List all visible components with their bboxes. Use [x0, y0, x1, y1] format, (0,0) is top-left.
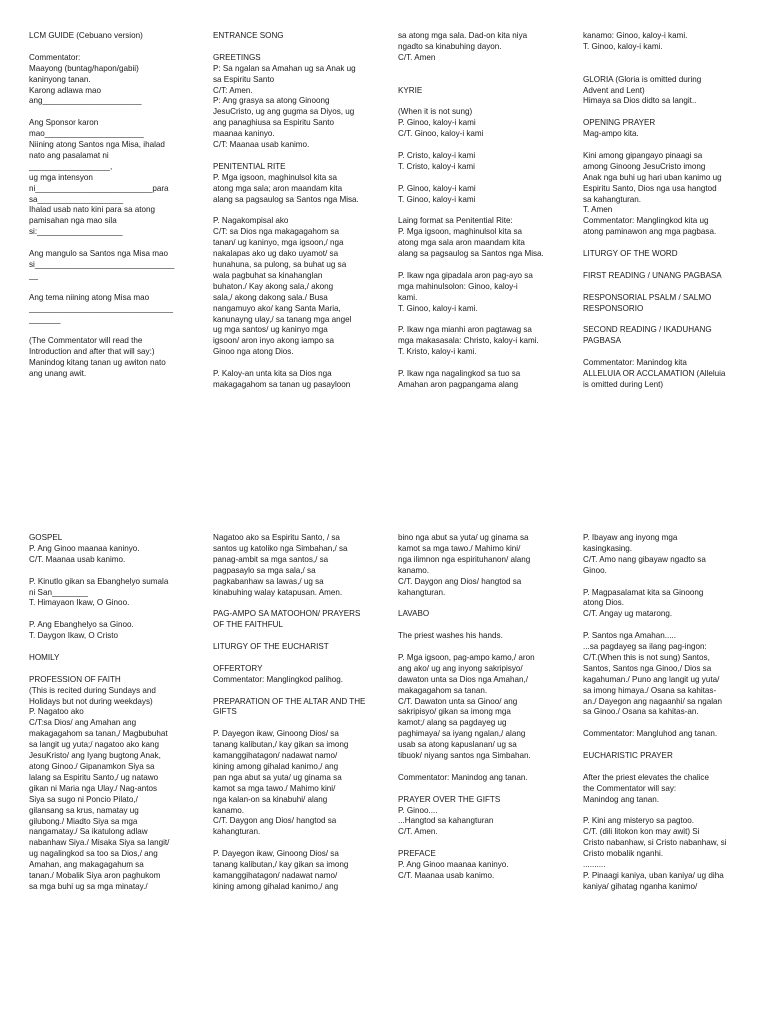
text-line: Commentator:: [29, 52, 81, 62]
text-line: EUCHARISTIC PRAYER: [583, 751, 673, 761]
text-line: P: Ang grasya sa atong Ginoong: [213, 96, 330, 106]
text-column-7: [398, 533, 568, 882]
text-line: __________________,: [29, 161, 113, 171]
text-line: P. Ikaw nga nagalingkod sa tuo sa: [398, 368, 521, 378]
text-line: [583, 282, 753, 293]
text-line: [583, 718, 753, 729]
text-line: [398, 838, 568, 849]
text-line: P. Ginoo....: [398, 805, 438, 815]
text-line: gikan ni Maria nga Ulay./ Nag-antos: [29, 783, 158, 793]
text-line: atong mga sala; aron maandam kita: [213, 183, 343, 193]
text-line: [398, 762, 568, 773]
text-line: alang sa pagsaulog sa Santos nga Misa.: [213, 194, 359, 204]
text-line: [398, 205, 568, 216]
text-line: Manindog kitang tanan ug awiton nato: [29, 358, 166, 368]
text-line: C/T. Daygon ang Dios/ hangtod sa: [398, 576, 522, 586]
text-line: Ang tema niining atong Misa mao: [29, 292, 150, 302]
text-line: nangamatay./ Sa ikatulong adlaw: [29, 827, 148, 837]
text-line: ENTRANCE SONG: [213, 31, 284, 40]
text-line: PAG-AMPO SA MATOOHON/ PRAYERS: [213, 609, 361, 619]
text-column-1: [29, 31, 199, 380]
text-line: P. Dayegon ikaw, Ginoong Dios/ sa: [213, 849, 339, 859]
text-line: [583, 107, 753, 118]
text-line: kamot;/ alang sa pagdayeg ug: [398, 718, 507, 728]
text-line: kamot sa mga tawo./ Mahimo kini/: [213, 783, 336, 793]
text-column-3: [398, 31, 568, 391]
text-line: P. Kaloy-an unta kita sa Dios nga: [213, 369, 332, 379]
text-line: buhaton./ Kay akong sala,/ akong: [213, 281, 334, 291]
text-line: PRAYER OVER THE GIFTS: [398, 794, 501, 804]
text-line: Amahan, ang makagagahum sa: [29, 860, 144, 870]
text-line: ug mga intensyon: [29, 172, 93, 182]
text-line: P. Cristo, kaloy-i kami: [398, 150, 476, 160]
text-line: [213, 653, 383, 664]
text-line: (This is recited during Sundays and: [29, 685, 156, 695]
text-line: [583, 577, 753, 588]
text-line: [583, 314, 753, 325]
text-line: Ang Sponsor karon: [29, 118, 99, 128]
text-line: ang ako/ ug ang inyong sakripisyo/: [398, 663, 523, 673]
text-line: sa imong himaya./ Osana sa kahitas-: [583, 685, 717, 695]
text-line: The priest washes his hands.: [398, 631, 503, 641]
text-line: P. Pinaagi kaniya, uban kaniya/ ug diha: [583, 871, 724, 880]
text-line: P: Sa ngalan sa Amahan ug sa Anak ug: [213, 63, 356, 73]
text-line: tanang kalibutan,/ kay gikan sa imong: [213, 740, 349, 750]
text-line: RESPONSORIAL PSALM / SALMO: [583, 292, 712, 302]
text-line: [29, 42, 199, 53]
text-line: C/T. Dawaton unta sa Ginoo/ ang: [398, 696, 518, 706]
text-line: atong mga sala aron maandam kita: [398, 238, 525, 248]
text-line: C/T: Maanaa usab kanimo.: [213, 140, 310, 150]
text-line: T. Ginoo, kaloy-i kami.: [398, 303, 478, 313]
text-line: [29, 238, 199, 249]
text-line: lalang sa Espiritu Santo,/ ug natawo: [29, 772, 159, 782]
text-line: kinabuhing walay katapusan. Amen.: [213, 587, 343, 597]
text-line: kanamo.: [213, 805, 245, 815]
text-line: [213, 358, 383, 369]
text-line: [29, 664, 199, 675]
text-line: Commentator: Mangluhod ang tanan.: [583, 729, 718, 739]
text-line: Ihalad usab nato kini para sa atong: [29, 205, 155, 215]
text-line: PROFESSION OF FAITH: [29, 674, 121, 684]
text-line: nangamuyo ako/ kang Santa Maria,: [213, 303, 341, 313]
text-line: Cristo mobalik nganhi.: [583, 849, 664, 859]
text-line: [583, 806, 753, 817]
text-line: ni__________________________para: [29, 183, 169, 193]
text-line: tibuok/ niyang santos nga Simbahan.: [398, 751, 531, 761]
text-line: Manindog ang tanan.: [583, 794, 660, 804]
text-line: P. Ginoo, kaloy-i kami: [398, 118, 476, 128]
text-line: Advent and Lent): [583, 85, 645, 95]
text-line: makagagahom sa tanan.: [398, 685, 488, 695]
text-line: kining among gihalad kanimo,/ ang: [213, 881, 339, 891]
text-line: kaninyong tanan.: [29, 74, 91, 84]
text-line: nakalapas ako ug dako uyamot/ sa: [213, 249, 339, 259]
text-line: [29, 107, 199, 118]
text-line: sa___________________: [29, 194, 124, 204]
text-line: kahangturan.: [213, 827, 261, 837]
text-line: ________________________________: [29, 303, 174, 313]
text-line: Santos, Santos nga Ginoo,/ Dios sa: [583, 663, 712, 673]
text-line: [398, 598, 568, 609]
text-line: [213, 838, 383, 849]
text-line: C/T. Angay ug matarong.: [583, 609, 673, 619]
text-line: P. Kinutlo gikan sa Ebanghelyo sumala: [29, 576, 169, 586]
text-line: KYRIE: [398, 85, 423, 95]
text-line: kamot sa mga tawo./ Mahimo kini/: [398, 543, 521, 553]
text-line: ug mga santos/ ug kaninyo mga: [213, 325, 328, 335]
text-line: the Commentator will say:: [583, 783, 677, 793]
text-line: bino nga abut sa yuta/ ug ginama sa: [398, 533, 529, 542]
text-line: P. Nagatoo ako: [29, 707, 84, 717]
text-line: kanunayng ulay,/ sa tanang mga angel: [213, 314, 352, 324]
text-line: si_______________________________: [29, 259, 175, 269]
text-line: sala,/ akong dakong sala./ Busa: [213, 292, 328, 302]
text-line: JesuCristo, ug ang gugma sa Diyos, ug: [213, 107, 355, 117]
text-line: Siya sa sugo ni Poncio Pilato,/: [29, 794, 138, 804]
text-line: [398, 314, 568, 325]
text-line: ni San________: [29, 587, 88, 597]
text-line: dawaton unta sa Dios nga Amahan,/: [398, 674, 529, 684]
text-line: [583, 238, 753, 249]
text-line: C/T. (dili litokon kon may awit) Si: [583, 827, 700, 837]
text-line: Introduction and after that will say:): [29, 347, 155, 357]
text-line: atong paminawon ang mga pagbasa.: [583, 227, 717, 237]
text-line: Himaya sa Dios didto sa langit..: [583, 96, 697, 106]
text-line: [398, 64, 568, 75]
text-line: pagpasaylo sa mga sala,/ sa: [213, 565, 316, 575]
text-line: pan nga abut sa yuta/ ug ginama sa: [213, 772, 342, 782]
text-line: LCM GUIDE (Cebuano version): [29, 31, 143, 40]
text-line: ...sa pagdayeg sa ilang pag-ingon:: [583, 642, 707, 652]
text-line: [583, 347, 753, 358]
text-line: [213, 151, 383, 162]
text-line: [583, 260, 753, 271]
text-line: [213, 598, 383, 609]
text-line: P. Mga igsoon, maghinulsol kita sa: [398, 227, 523, 237]
text-line: C/T. Daygon ang Dios/ hangtod sa: [213, 816, 337, 826]
text-line: T. Ginoo, kaloy-i kami.: [583, 41, 663, 51]
text-line: tanan/ ug kaninyo, mga igsoon,/ nga: [213, 238, 344, 248]
text-line: [398, 173, 568, 184]
text-line: mga mahinulsolon: Ginoo, kaloy-i: [398, 281, 518, 291]
text-line: C/T. Maanaa usab kanimo.: [29, 554, 126, 564]
text-line: tanan./ Mobalik Siya aron paghukom: [29, 871, 161, 881]
text-line: HOMILY: [29, 652, 60, 662]
text-line: PENITENTIAL RITE: [213, 161, 286, 171]
text-line: P. Ang Ginoo maanaa kaninyo.: [398, 860, 509, 870]
text-line: P. Mga igsoon, maghinulsol kita sa: [213, 172, 338, 182]
text-line: [213, 686, 383, 697]
text-column-4: [583, 31, 753, 391]
text-line: atong Ginoo./ Gipanamkon Siya sa: [29, 761, 155, 771]
text-line: Ginoo.: [583, 565, 607, 575]
text-line: [213, 205, 383, 216]
text-line: [398, 140, 568, 151]
text-line: [29, 325, 199, 336]
text-line: [398, 784, 568, 795]
text-line: [583, 620, 753, 631]
text-line: LAVABO: [398, 609, 430, 619]
text-line: wala pagbuhat sa kinahanglan: [213, 270, 323, 280]
text-line: Commentator: Manglingkod kita ug: [583, 216, 709, 226]
text-line: pamisahan nga mao sila: [29, 216, 117, 226]
text-line: __: [29, 270, 39, 280]
text-line: T. Himayaon Ikaw, O Ginoo.: [29, 598, 130, 608]
text-line: [583, 740, 753, 751]
text-line: P. Ikaw nga mianhi aron pagtawag sa: [398, 325, 532, 335]
text-line: santos ug katoliko nga Simbahan,/ sa: [213, 543, 348, 553]
text-line: usab sa atong kapuslanan/ ug sa: [398, 740, 517, 750]
text-line: Nagatoo ako sa Espiritu Santo, / sa: [213, 533, 340, 542]
text-line: C/T.(When this is not sung) Santos,: [583, 652, 710, 662]
text-line: Holidays but not during weekdays): [29, 696, 153, 706]
text-line: Cristo nabanhaw, si Cristo nabanhaw, si: [583, 838, 727, 848]
text-line: (The Commentator will read the: [29, 336, 143, 346]
text-line: [583, 64, 753, 75]
text-line: GLORIA (Gloria is omitted during: [583, 74, 702, 84]
text-line: [583, 762, 753, 773]
text-line: ..........: [583, 860, 606, 870]
text-line: [583, 140, 753, 151]
text-line: Laing format sa Penitential Rite:: [398, 216, 513, 226]
text-line: PREPARATION OF THE ALTAR AND THE: [213, 696, 366, 706]
text-line: atong Dios.: [583, 598, 624, 608]
text-line: ALLELUIA OR ACCLAMATION (Alleluia: [583, 368, 726, 378]
text-line: [213, 718, 383, 729]
text-column-5: [29, 533, 199, 893]
text-line: [29, 566, 199, 577]
text-line: [213, 42, 383, 53]
text-line: C/T: sa Dios nga makagagahom sa: [213, 227, 339, 237]
text-line: T. Cristo, kaloy-i kami: [398, 161, 475, 171]
text-line: Commentator: Manindog ang tanan.: [398, 772, 528, 782]
text-line: nato ang pasalamat ni: [29, 150, 109, 160]
text-line: [398, 642, 568, 653]
text-line: P. Ginoo, kaloy-i kami: [398, 183, 476, 193]
text-line: C/T: Amen.: [213, 85, 253, 95]
text-line: Maayong (buntag/hapon/gabii): [29, 63, 139, 73]
text-line: Espiritu Santo, Dios nga usa hangtod: [583, 183, 717, 193]
text-line: P. Ang Ginoo maanaa kaninyo.: [29, 543, 140, 553]
text-line: si:___________________: [29, 227, 123, 237]
text-line: C/T. Amo nang gibayaw ngadto sa: [583, 554, 706, 564]
text-line: After the priest elevates the chalice: [583, 772, 709, 782]
text-line: kagahuman./ Puno ang langit ug yuta/: [583, 674, 720, 684]
text-line: nga ilimnon nga espirituhanon/ alang: [398, 554, 531, 564]
text-line: [398, 260, 568, 271]
text-line: GOSPEL: [29, 533, 63, 542]
text-line: OPENING PRAYER: [583, 118, 656, 128]
text-line: P. Ibayaw ang inyong mga: [583, 533, 678, 542]
text-line: [29, 609, 199, 620]
text-line: C/T. Amen.: [398, 827, 438, 837]
text-line: PREFACE: [398, 849, 436, 859]
text-line: paghimaya/ sa iyang ngalan,/ alang: [398, 729, 526, 739]
text-line: mga makasasala: Christo, kaloy-i kami.: [398, 336, 539, 346]
text-line: ang______________________: [29, 96, 142, 106]
text-line: OFFERTORY: [213, 663, 263, 673]
text-line: sa atong mga sala. Dad-on kita niya: [398, 31, 528, 40]
text-line: sa mga buhi ug sa mga minatay./: [29, 881, 148, 891]
text-line: mao______________________: [29, 129, 144, 139]
text-line: [398, 75, 568, 86]
text-line: sa Ginoo./ Osana sa kahitas-an.: [583, 707, 699, 717]
text-line: sa Espiritu Santo: [213, 74, 275, 84]
text-line: makagagahom sa tanan ug pasayloon: [213, 379, 351, 389]
text-line: Karong adlawa mao: [29, 85, 101, 95]
text-line: kanamo.: [398, 565, 430, 575]
text-line: [398, 96, 568, 107]
text-line: panag-ambit sa mga santos,/ sa: [213, 554, 329, 564]
text-line: Commentator: Manglingkod palihog.: [213, 674, 344, 684]
text-line: [398, 620, 568, 631]
text-line: C/T:sa Dios/ ang Amahan ang: [29, 718, 137, 728]
text-line: Anak nga buhi ug hari uban kanimo ug: [583, 172, 722, 182]
text-line: kanamo: Ginoo, kaloy-i kami.: [583, 31, 688, 40]
text-line: ang panaghiusa sa Espiritu Santo: [213, 118, 335, 128]
text-line: T. Amen: [583, 205, 613, 215]
text-line: kamanggihatagon/ nadawat namo/: [213, 871, 338, 880]
text-column-6: [213, 533, 383, 893]
text-line: T. Kristo, kaloy-i kami.: [398, 347, 477, 357]
text-line: hunahuna, sa pulong, sa buhat ug sa: [213, 259, 347, 269]
text-line: ngadto sa kinabuhing dayon.: [398, 41, 502, 51]
text-line: Niining atong Santos nga Misa, ihalad: [29, 140, 165, 150]
text-line: gilansang sa krus, namatay ug: [29, 805, 139, 815]
text-line: T. Daygon Ikaw, O Cristo: [29, 631, 119, 641]
text-line: igsoon/ aron inyo akong iampo sa: [213, 336, 335, 346]
text-line: kami.: [398, 292, 418, 302]
text-line: ang unang awit.: [29, 369, 87, 379]
text-line: among Ginoong JesuCristo imong: [583, 161, 706, 171]
text-line: P. Nagakompisal ako: [213, 216, 289, 226]
text-column-2: [213, 31, 383, 391]
text-line: kahangturan.: [398, 587, 446, 597]
text-line: [29, 642, 199, 653]
text-line: is omitted during Lent): [583, 379, 664, 389]
text-line: C/T. Maanaa usab kanimo.: [398, 871, 495, 880]
text-line: makagagahom sa tanan,/ Magbubuhat: [29, 729, 168, 739]
text-line: ug nagalingkod sa too sa Dios,/ ang: [29, 849, 158, 859]
text-line: JesuKristo/ ang Iyang bugtong Anak,: [29, 751, 161, 761]
text-line: sakripisyo/ gikan sa imong mga: [398, 707, 511, 717]
text-line: maanaa kaninyo.: [213, 129, 275, 139]
text-column-8: [583, 533, 753, 893]
text-line: GIFTS: [213, 707, 237, 717]
text-line: [213, 631, 383, 642]
text-line: LITURGY OF THE WORD: [583, 249, 678, 259]
text-line: kasingkasing.: [583, 543, 633, 553]
text-line: nga kalan-on sa kinabuhi/ alang: [213, 794, 328, 804]
text-line: an./ Dayegon ang nagaanhi/ sa ngalan: [583, 696, 723, 706]
text-line: T. Ginoo, kaloy-i kami: [398, 194, 476, 204]
text-line: P. Magpasalamat kita sa Ginoong: [583, 587, 704, 597]
text-line: OF THE FAITHFUL: [213, 620, 284, 630]
text-line: LITURGY OF THE EUCHARIST: [213, 642, 329, 652]
text-line: C/T. Ginoo, kaloy-i kami: [398, 129, 484, 139]
text-line: kaniya/ gihatag nganha kanimo/: [583, 881, 698, 891]
text-line: sa kahangturan.: [583, 194, 642, 204]
text-line: Kini among gipangayo pinaagi sa: [583, 150, 703, 160]
text-line: RESPONSORIO: [583, 303, 644, 313]
text-line: Commentator: Manindog kita: [583, 358, 687, 368]
text-line: tanang kalibutan,/ kay gikan sa imong: [213, 860, 349, 870]
text-line: C/T. Amen: [398, 52, 436, 62]
text-line: Ang mangulo sa Santos nga Misa mao: [29, 249, 169, 259]
text-line: _______: [29, 314, 61, 324]
text-line: nabanhaw Siya./ Misaka Siya sa langit/: [29, 838, 170, 848]
text-line: PAGBASA: [583, 336, 622, 346]
text-line: P. Kini ang misteryo sa pagtoo.: [583, 816, 694, 826]
text-line: Mag-ampo kita.: [583, 129, 639, 139]
text-line: (When it is not sung): [398, 107, 473, 117]
text-line: P. Ang Ebanghelyo sa Ginoo.: [29, 620, 134, 630]
text-line: Amahan aron pagpangama alang: [398, 379, 519, 389]
text-line: P. Santos nga Amahan.....: [583, 631, 676, 641]
text-line: kamanggihatagon/ nadawat namo/: [213, 751, 338, 761]
text-line: P. Mga igsoon, pag-ampo kamo,/ aron: [398, 652, 535, 662]
text-line: [398, 358, 568, 369]
text-line: GREETINGS: [213, 52, 261, 62]
text-line: gilubong./ Miadto Siya sa mga: [29, 816, 138, 826]
text-line: P. Ikaw nga gipadala aron pag-ayo sa: [398, 270, 533, 280]
text-line: SECOND READING / IKADUHANG: [583, 325, 712, 335]
text-line: P. Dayegon ikaw, Ginoong Dios/ sa: [213, 729, 339, 739]
text-line: Ginoo nga atong Dios.: [213, 347, 294, 357]
text-line: pagkabanhaw sa lawas,/ ug sa: [213, 576, 324, 586]
text-line: [29, 282, 199, 293]
text-line: ...Hangtod sa kahangturan: [398, 816, 494, 826]
text-line: sa langit ug yuta;/ nagatoo ako kang: [29, 740, 160, 750]
text-line: [583, 53, 753, 64]
text-line: alang sa pagsaulog sa Santos nga Misa.: [398, 249, 544, 259]
text-line: kining among gihalad kanimo,/ ang: [213, 761, 339, 771]
text-line: FIRST READING / UNANG PAGBASA: [583, 270, 722, 280]
